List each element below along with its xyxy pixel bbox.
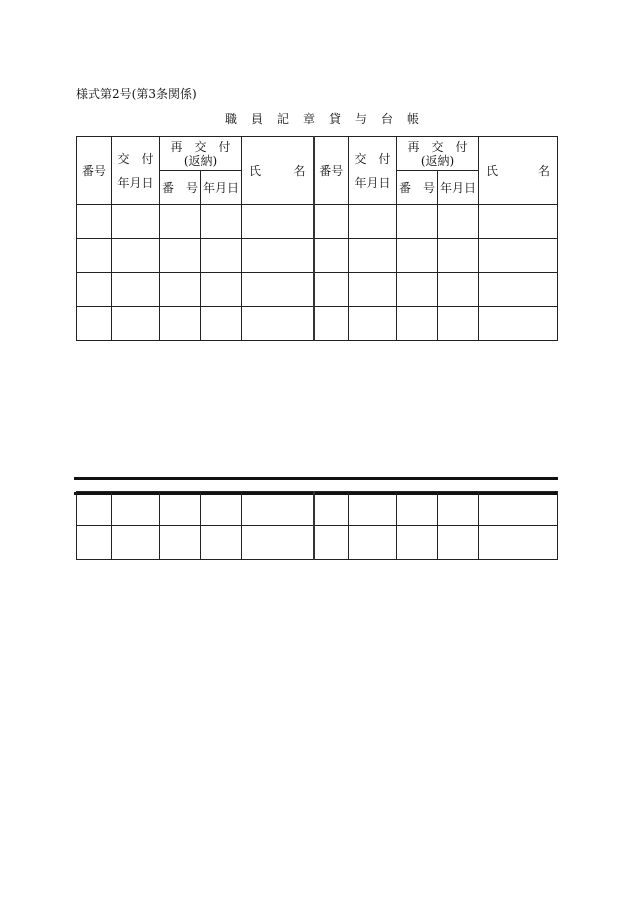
cell[interactable] [397,273,438,307]
cell[interactable] [397,526,438,560]
table-row [77,273,558,307]
cell[interactable] [349,239,397,273]
cell[interactable] [397,307,438,341]
header-number: 番号 [77,137,112,205]
cell[interactable] [201,526,242,560]
cell[interactable] [160,307,201,341]
cell[interactable] [438,205,479,239]
cell[interactable] [112,492,160,526]
table-row [77,492,558,526]
cell[interactable] [438,273,479,307]
cell[interactable] [242,492,314,526]
header-reissue-top: 再 交 付 [170,139,231,154]
header-name-right: 名 [538,164,551,178]
ledger-title: 職員記章貸与台帳 [224,112,433,126]
cell[interactable] [201,205,242,239]
header-reissue-sub: (返納) [420,153,455,168]
cell[interactable] [112,239,160,273]
cell[interactable] [242,273,314,307]
header-reissue-date: 年月日 [438,171,479,205]
header-reissue-number: 番 号 [397,171,438,205]
cell[interactable] [438,526,479,560]
ledger-table-upper [76,136,558,341]
cell[interactable] [201,307,242,341]
cell[interactable] [349,307,397,341]
header-reissue [160,137,242,171]
header-issue-date [112,137,160,205]
cell[interactable] [77,273,112,307]
cell[interactable] [77,239,112,273]
cell[interactable] [77,205,112,239]
cell[interactable] [397,492,438,526]
cell[interactable] [77,492,112,526]
header-name [479,137,558,205]
cell[interactable] [397,205,438,239]
cell[interactable] [314,239,349,273]
header-issue-date [349,137,397,205]
ledger-table-lower [76,491,558,560]
ledger-table [76,136,557,424]
cell[interactable] [314,273,349,307]
table-row [77,205,558,239]
header-name-left: 氏 [486,164,499,178]
cell[interactable] [160,492,201,526]
header-issue-bottom: 年月日 [117,175,154,190]
cell[interactable] [349,273,397,307]
header-issue-top: 交 付 [354,151,391,166]
cell[interactable] [242,239,314,273]
cell[interactable] [479,307,558,341]
cell[interactable] [349,526,397,560]
form-number-label: 様式第2号(第3条関係) [76,87,197,101]
cell[interactable] [314,526,349,560]
table-row [77,239,558,273]
cell[interactable] [201,492,242,526]
cell[interactable] [479,239,558,273]
header-reissue [397,137,479,171]
cell[interactable] [160,239,201,273]
cell[interactable] [349,205,397,239]
cell[interactable] [479,205,558,239]
header-issue-bottom: 年月日 [354,175,391,190]
header-name-right: 名 [293,164,306,178]
cell[interactable] [242,307,314,341]
header-reissue-top: 再 交 付 [407,139,468,154]
cell[interactable] [438,307,479,341]
cell[interactable] [160,205,201,239]
cell[interactable] [314,492,349,526]
header-issue-top: 交 付 [117,151,154,166]
cell[interactable] [479,492,558,526]
cell[interactable] [201,273,242,307]
cell[interactable] [314,307,349,341]
cell[interactable] [112,307,160,341]
cell[interactable] [112,526,160,560]
cell[interactable] [242,205,314,239]
table-row [77,307,558,341]
cell[interactable] [479,273,558,307]
cell[interactable] [438,239,479,273]
header-reissue-number: 番 号 [160,171,201,205]
cell[interactable] [242,526,314,560]
cell[interactable] [201,239,242,273]
cell[interactable] [438,492,479,526]
table-row [77,526,558,560]
cell[interactable] [314,205,349,239]
cell[interactable] [397,239,438,273]
break-line-top [74,477,558,480]
header-reissue-sub: (返納) [183,153,218,168]
header-number: 番号 [314,137,349,205]
cell[interactable] [349,492,397,526]
cell[interactable] [160,526,201,560]
cell[interactable] [112,205,160,239]
header-name-left: 氏 [249,164,262,178]
cell[interactable] [77,307,112,341]
cell[interactable] [112,273,160,307]
cell[interactable] [160,273,201,307]
cell[interactable] [479,526,558,560]
header-reissue-date: 年月日 [201,171,242,205]
cell[interactable] [77,526,112,560]
header-name [242,137,314,205]
